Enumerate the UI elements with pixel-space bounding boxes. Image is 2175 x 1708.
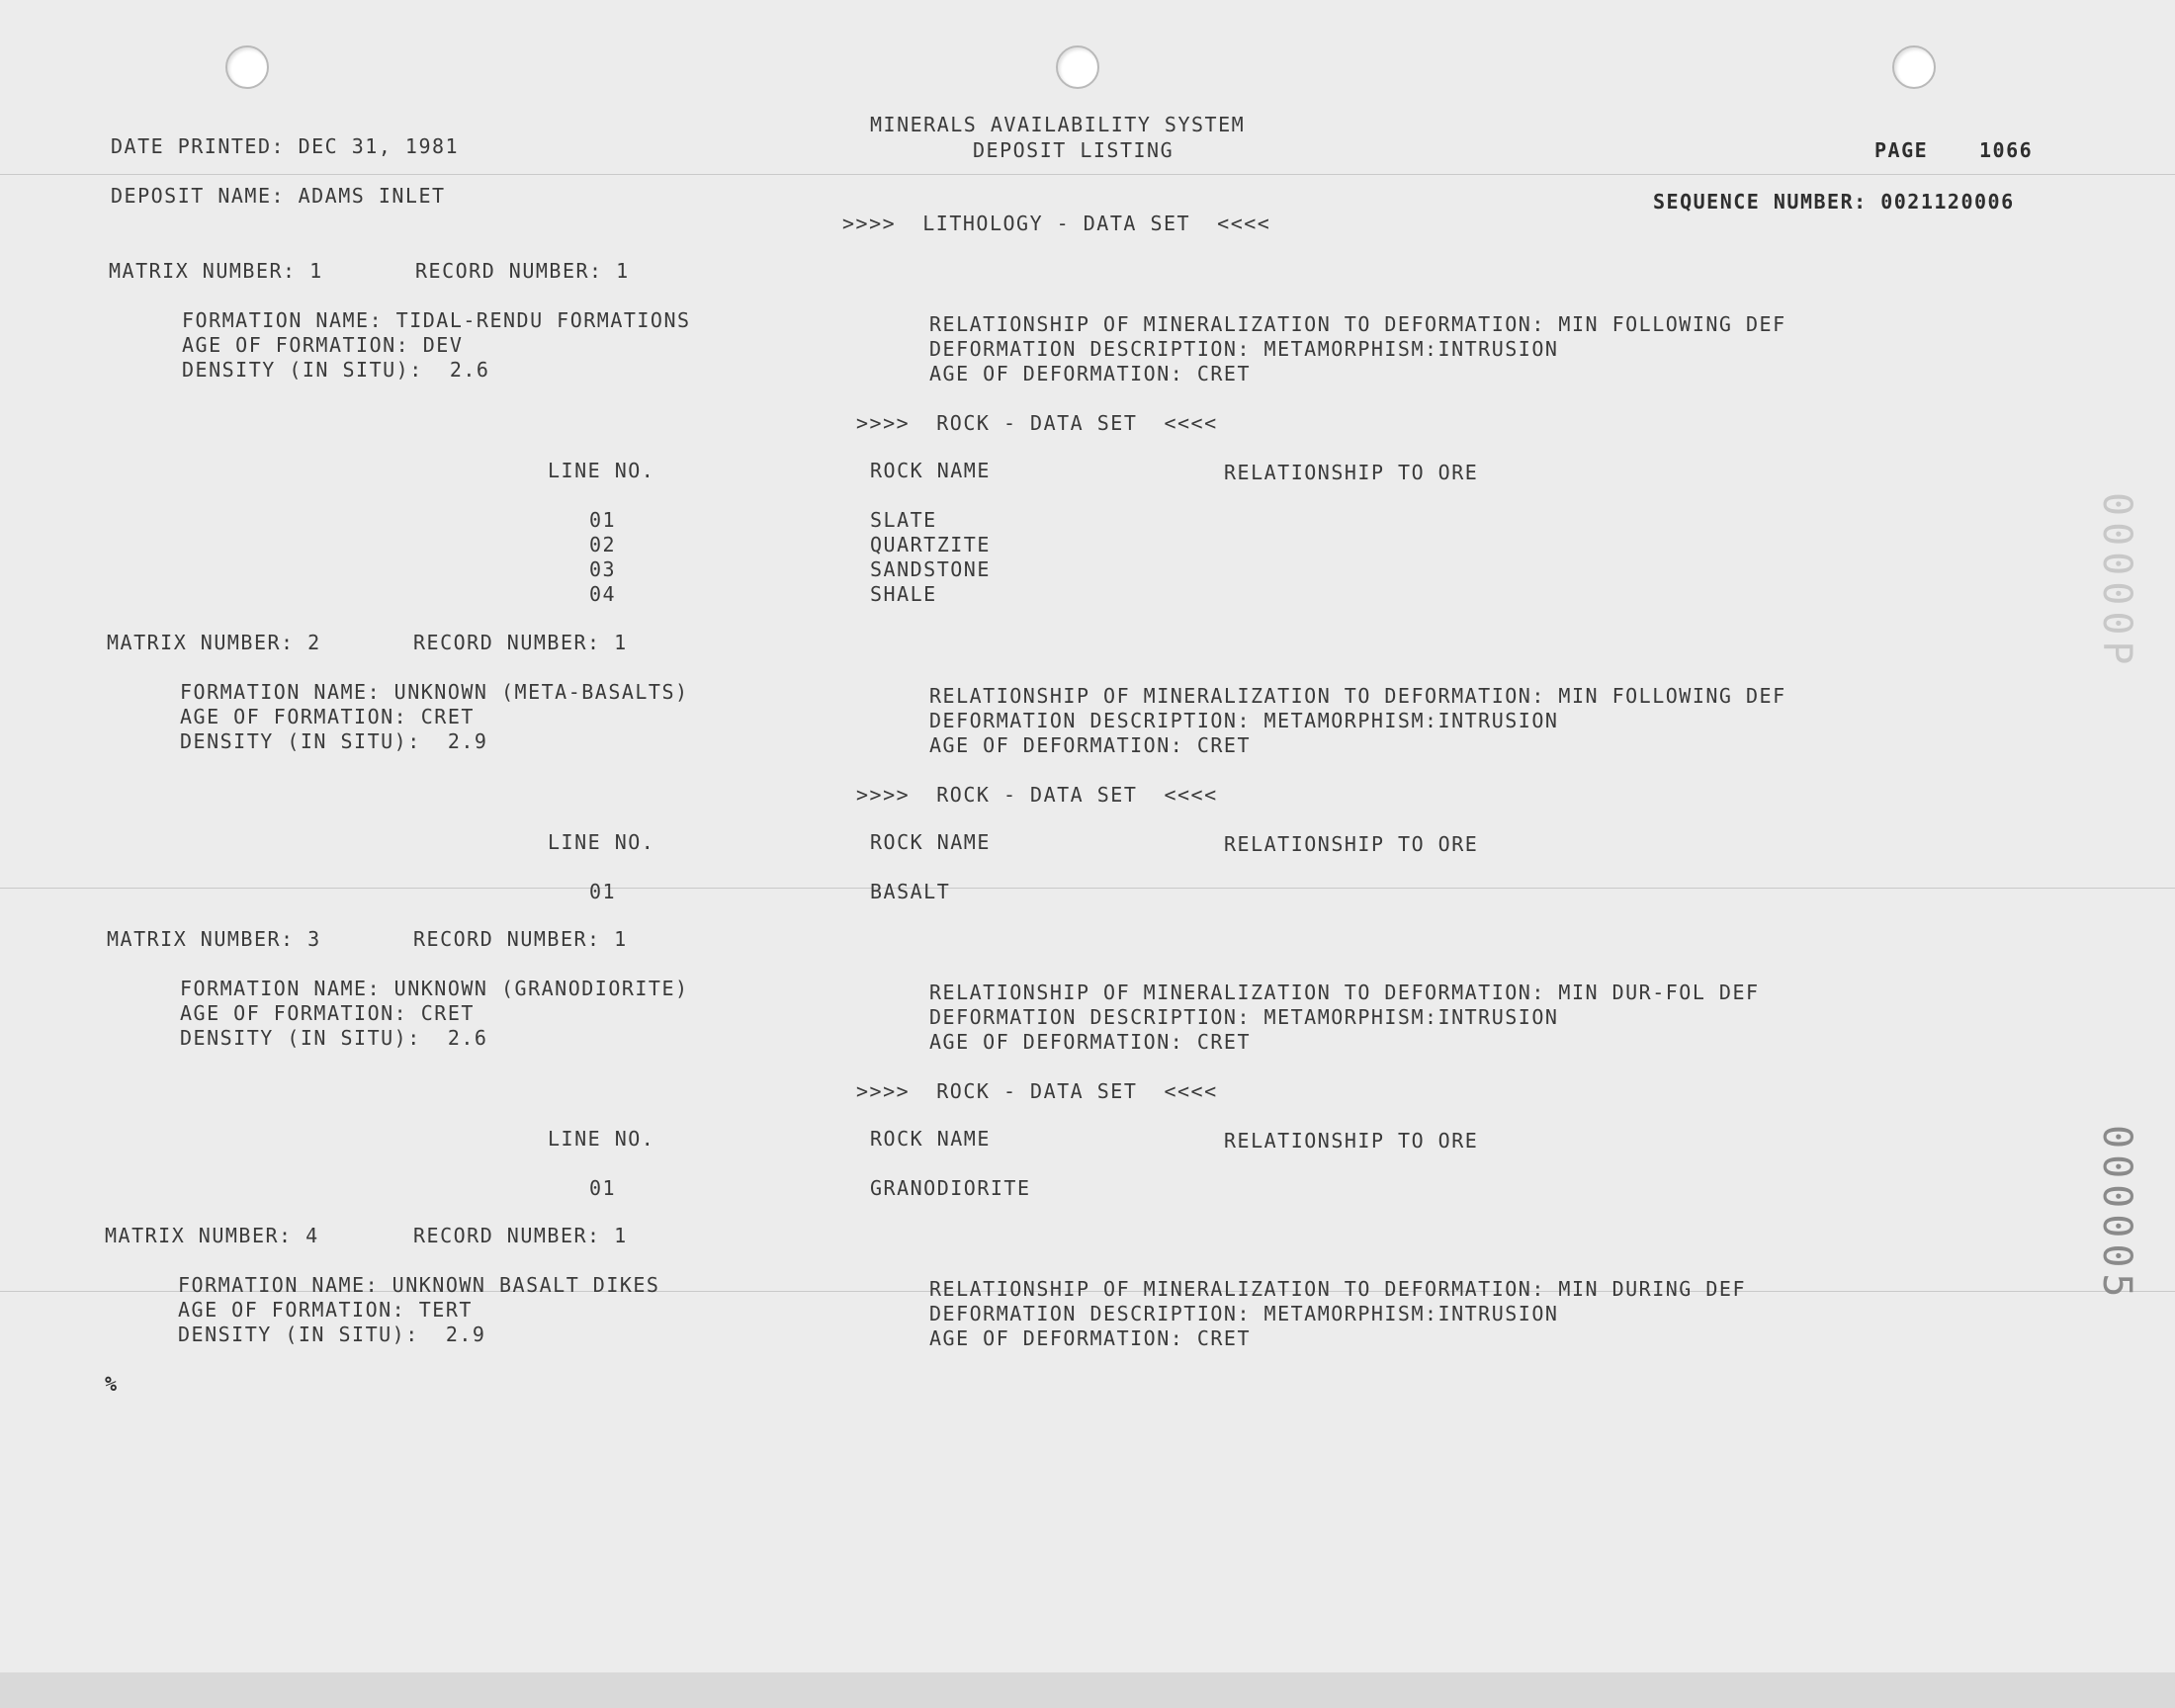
page-number: 1066 [1979,138,2034,162]
mineralization-relationship: RELATIONSHIP OF MINERALIZATION TO DEFORMATION: MIN FOLLOWING DEF [929,684,1786,708]
rock-name: SANDSTONE [870,557,991,581]
mineralization-relationship: RELATIONSHIP OF MINERALIZATION TO DEFORMATION: MIN DURING DEF [929,1277,1747,1301]
deformation-description: DEFORMATION DESCRIPTION: METAMORPHISM:INTRUSION [929,1005,1559,1029]
record-number: RECORD NUMBER: 1 [413,1224,628,1247]
side-stamp: 00000P [2094,492,2139,671]
relationship-to-ore-header: RELATIONSHIP TO ORE [1224,1129,1479,1153]
age-of-deformation: AGE OF DEFORMATION: CRET [929,1030,1251,1054]
page-label: PAGE [1874,138,1929,162]
deposit-name: DEPOSIT NAME: ADAMS INLET [111,184,446,208]
rock-line-number: 02 [589,533,617,556]
age-of-formation: AGE OF FORMATION: CRET [180,705,475,728]
rock-dataset-banner: >>>> ROCK - DATA SET <<<< [856,411,1218,435]
rock-name-header: ROCK NAME [870,830,991,854]
rock-name-header: ROCK NAME [870,1127,991,1151]
line-no-header: LINE NO. [548,1127,655,1151]
line-no-header: LINE NO. [548,459,655,482]
rock-dataset-banner: >>>> ROCK - DATA SET <<<< [856,1079,1218,1103]
record-number: RECORD NUMBER: 1 [413,927,628,951]
age-of-deformation: AGE OF DEFORMATION: CRET [929,1326,1251,1350]
date-printed: DATE PRINTED: DEC 31, 1981 [111,134,460,158]
rock-name: SHALE [870,582,937,606]
rock-name: SLATE [870,508,937,532]
sequence-number: SEQUENCE NUMBER: 0021120006 [1653,190,2015,214]
rock-dataset-banner: >>>> ROCK - DATA SET <<<< [856,783,1218,807]
system-title: MINERALS AVAILABILITY SYSTEM [870,113,1246,136]
rock-name: QUARTZITE [870,533,991,556]
formation-name: FORMATION NAME: UNKNOWN BASALT DIKES [178,1273,660,1297]
matrix-number: MATRIX NUMBER: 1 [109,259,323,283]
rock-line-number: 04 [589,582,617,606]
formation-name: FORMATION NAME: UNKNOWN (GRANODIORITE) [180,977,689,1000]
fold-line [0,174,2175,175]
matrix-number: MATRIX NUMBER: 2 [107,631,321,654]
end-mark: % [105,1372,119,1396]
punch-hole-left [225,45,269,89]
record-number: RECORD NUMBER: 1 [413,631,628,654]
formation-name: FORMATION NAME: UNKNOWN (META-BASALTS) [180,680,689,704]
rock-name: BASALT [870,880,951,903]
deformation-description: DEFORMATION DESCRIPTION: METAMORPHISM:INTRUSION [929,709,1559,732]
density-in-situ: DENSITY (IN SITU): 2.6 [182,358,490,382]
matrix-number: MATRIX NUMBER: 4 [105,1224,319,1247]
rock-line-number: 01 [589,880,617,903]
deformation-description: DEFORMATION DESCRIPTION: METAMORPHISM:INTRUSION [929,337,1559,361]
line-no-header: LINE NO. [548,830,655,854]
punch-hole-right [1892,45,1936,89]
punch-hole-center [1056,45,1099,89]
rock-name-header: ROCK NAME [870,459,991,482]
side-stamp: 000005 [2094,1125,2139,1304]
age-of-formation: AGE OF FORMATION: TERT [178,1298,473,1322]
matrix-number: MATRIX NUMBER: 3 [107,927,321,951]
age-of-deformation: AGE OF DEFORMATION: CRET [929,362,1251,385]
rock-name: GRANODIORITE [870,1176,1031,1200]
deformation-description: DEFORMATION DESCRIPTION: METAMORPHISM:INTRUSION [929,1302,1559,1325]
relationship-to-ore-header: RELATIONSHIP TO ORE [1224,832,1479,856]
density-in-situ: DENSITY (IN SITU): 2.9 [180,729,488,753]
rock-line-number: 03 [589,557,617,581]
density-in-situ: DENSITY (IN SITU): 2.9 [178,1323,486,1346]
formation-name: FORMATION NAME: TIDAL-RENDU FORMATIONS [182,308,691,332]
density-in-situ: DENSITY (IN SITU): 2.6 [180,1026,488,1050]
mineralization-relationship: RELATIONSHIP OF MINERALIZATION TO DEFORMATION: MIN DUR-FOL DEF [929,981,1760,1004]
age-of-formation: AGE OF FORMATION: CRET [180,1001,475,1025]
record-number: RECORD NUMBER: 1 [415,259,630,283]
rock-line-number: 01 [589,1176,617,1200]
lithology-dataset-title: >>>> LITHOLOGY - DATA SET <<<< [842,212,1271,235]
rock-line-number: 01 [589,508,617,532]
fold-line [0,888,2175,889]
relationship-to-ore-header: RELATIONSHIP TO ORE [1224,461,1479,484]
age-of-formation: AGE OF FORMATION: DEV [182,333,464,357]
mineralization-relationship: RELATIONSHIP OF MINERALIZATION TO DEFORMATION: MIN FOLLOWING DEF [929,312,1786,336]
age-of-deformation: AGE OF DEFORMATION: CRET [929,733,1251,757]
report-title: DEPOSIT LISTING [973,138,1174,162]
